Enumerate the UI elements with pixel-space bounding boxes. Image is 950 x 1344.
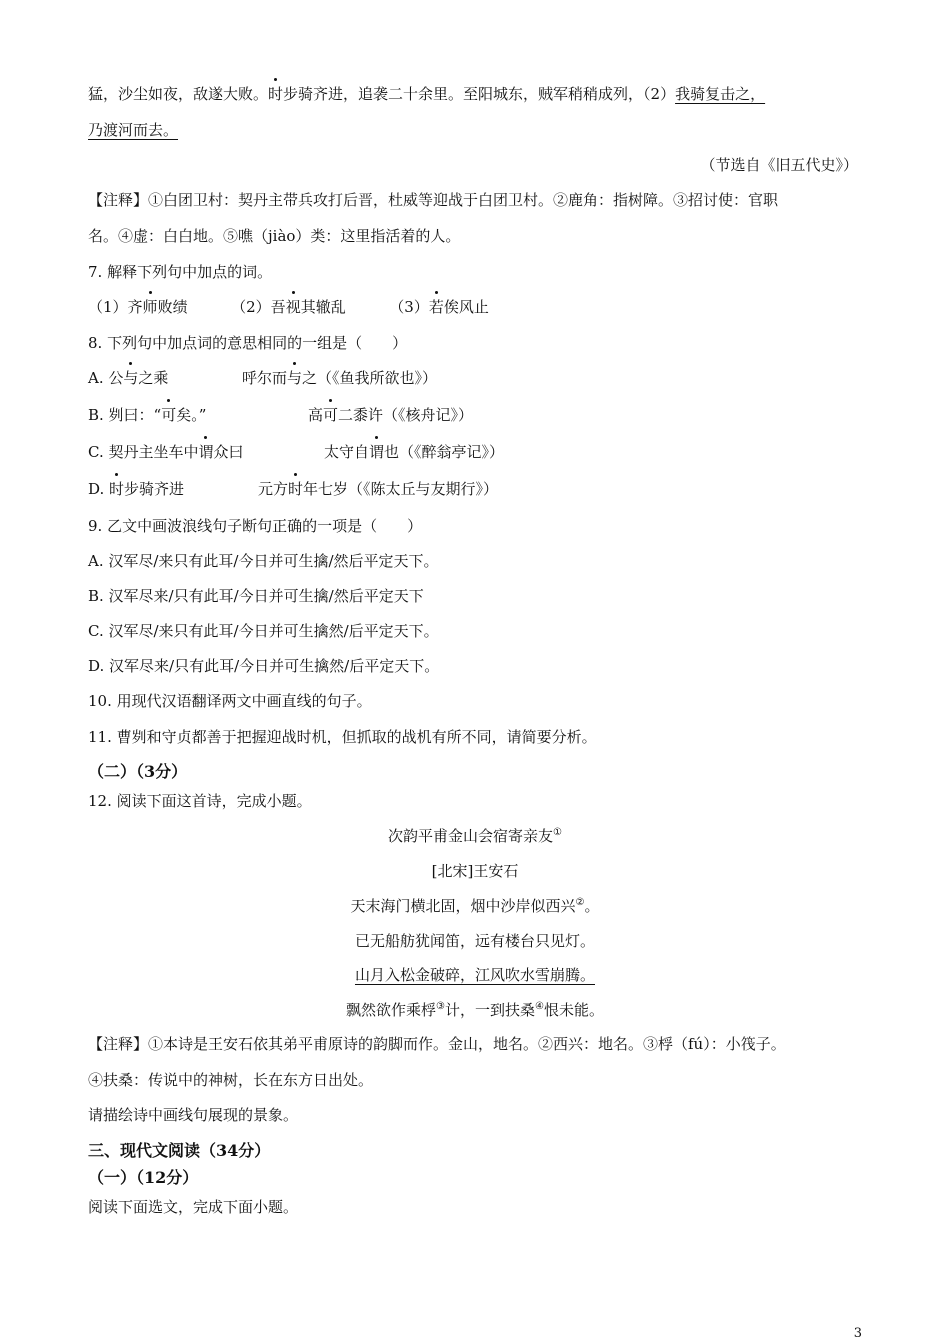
text: 猛，沙尘如夜，敌遂大败。 (88, 85, 269, 103)
dotted-char: 若 (428, 298, 444, 316)
text: 之乘 (138, 369, 169, 387)
footnote-mark: ③ (436, 1001, 445, 1012)
question-7-stem: 7. 解释下列句中加点的词。 (88, 263, 273, 281)
dotted-char: 时 (109, 480, 125, 498)
question-9-stem: 9. 乙文中画波浪线句子断句正确的一项是（ ） (88, 517, 423, 535)
text: 众曰 (213, 443, 244, 461)
question-8-stem: 8. 下列句中加点词的意思相同的一组是（ ） (88, 334, 408, 352)
dotted-char: 谓 (369, 443, 385, 461)
footnote-mark: ② (575, 897, 585, 908)
notes-line-2: 名。④虚：白白地。⑤噍（jiào）类：这里指活着的人。 (88, 227, 461, 245)
dotted-char: 可 (323, 406, 339, 424)
text: 也（《醉翁亭记》） (384, 443, 505, 461)
poem-author: [北宋]王安石 (431, 862, 519, 880)
text: （1）齐 (88, 298, 143, 316)
underlined-line: 山月入松金破碎，江风吹水雪崩腾。 (354, 966, 595, 984)
dotted-char: 时 (288, 480, 304, 498)
text: 计，一到扶桑 (444, 1001, 535, 1019)
dotted-char: 可 (161, 406, 177, 424)
dotted-char: 视 (285, 298, 301, 316)
text: 元方 (258, 480, 289, 498)
subsection-heading: （一）（12分） (88, 1168, 199, 1187)
poem-line-3 (0, 965, 950, 985)
question-10: 10. 用现代汉语翻译两文中画直线的句子。 (88, 692, 372, 710)
question-9-option-b: B. 汉军尽来/只有此耳/今日并可生擒/然后平定天下 (88, 587, 424, 605)
text: 其辙乱 (300, 298, 346, 316)
dotted-char: 时 (268, 85, 284, 103)
question-9-option-c: C. 汉军尽/来只有此耳/今日并可生擒然/后平定天下。 (88, 622, 439, 640)
dotted-char: 谓 (198, 443, 214, 461)
question-8-option-b (88, 405, 868, 425)
text: 。 (584, 897, 600, 915)
footnote-mark: ① (553, 827, 562, 838)
text: 太守自 (324, 443, 370, 461)
text: 之（《鱼我所欲也》） (302, 369, 438, 387)
poem-line-4 (0, 1000, 950, 1020)
footnote-mark: ④ (535, 1001, 544, 1012)
question-9-option-d: D. 汉军尽来/只有此耳/今日并可生擒然/后平定天下。 (88, 657, 440, 675)
question-12-task: 请描绘诗中画线句展现的景象。 (88, 1106, 299, 1124)
underlined-sentence: 我骑复击之， (675, 85, 766, 103)
question-9-option-a: A. 汉军尽/来只有此耳/今日并可生擒/然后平定天下。 (88, 552, 439, 570)
text: 年七岁（《陈太丘与友期行》） (303, 480, 499, 498)
passage-line-2: 乃渡河而去。 (88, 121, 179, 139)
question-8-option-a (88, 368, 868, 388)
text: 高 (308, 406, 324, 424)
question-8-option-c (88, 442, 868, 462)
text: 步骑齐进 (124, 480, 185, 498)
text: 天末海门横北固，烟中沙岸似西兴 (350, 897, 576, 915)
question-7-items (88, 297, 489, 317)
page-number: 3 (853, 1326, 862, 1341)
text: C. 契丹主坐车中 (88, 443, 199, 461)
text: 矣。” (176, 406, 207, 424)
text: D. (88, 480, 110, 498)
poem-line-1 (0, 896, 950, 916)
passage-source: （节选自《旧五代史》） (700, 156, 858, 174)
text: 次韵平甫金山会宿寄亲友 (388, 827, 554, 845)
section-heading: （二）（3分） (88, 762, 188, 781)
text: （2）吾 (231, 298, 286, 316)
poem-title (0, 826, 950, 846)
text: 二黍许（《核舟记》） (338, 406, 474, 424)
dotted-char: 与 (287, 369, 303, 387)
poem-notes-line-1: 【注释】①本诗是王安石依其弟平甫原诗的韵脚而作。金山，地名。②西兴：地名。③桴（fú）：小筏子。 (88, 1035, 786, 1053)
text: A. 公 (88, 369, 124, 387)
text: B. 刿曰：“ (88, 406, 162, 424)
text: 步骑齐进，追袭二十余里。至阳城东，贼军稍稍成列，（2） (283, 85, 676, 103)
passage-line-1 (88, 84, 765, 104)
text: （3） (389, 298, 429, 316)
question-8-option-d (88, 479, 868, 499)
section-heading: 三、现代文阅读（34分） (88, 1141, 271, 1160)
question-11: 11. 曹刿和守贞都善于把握迎战时机，但抓取的战机有所不同，请简要分析。 (88, 728, 597, 746)
dotted-char: 与 (123, 369, 139, 387)
question-12-stem: 12. 阅读下面这首诗，完成小题。 (88, 792, 312, 810)
text: 败绩 (157, 298, 188, 316)
text: 呼尔而 (242, 369, 288, 387)
section-intro: 阅读下面选文，完成下面小题。 (88, 1198, 299, 1216)
text: 飘然欲作乘桴 (346, 1001, 437, 1019)
notes-line-1: 【注释】①白团卫村：契丹主带兵攻打后晋，杜威等迎战于白团卫村。②鹿角：指树障。③招讨使：官职 (88, 191, 779, 209)
text: 俟风止 (443, 298, 489, 316)
text: 恨未能。 (543, 1001, 604, 1019)
poem-line-2: 已无船舫犹闻笛，远有楼台只见灯。 (354, 932, 595, 950)
dotted-char: 师 (142, 298, 158, 316)
poem-notes-line-2: ④扶桑：传说中的神树，长在东方日出处。 (88, 1071, 374, 1089)
